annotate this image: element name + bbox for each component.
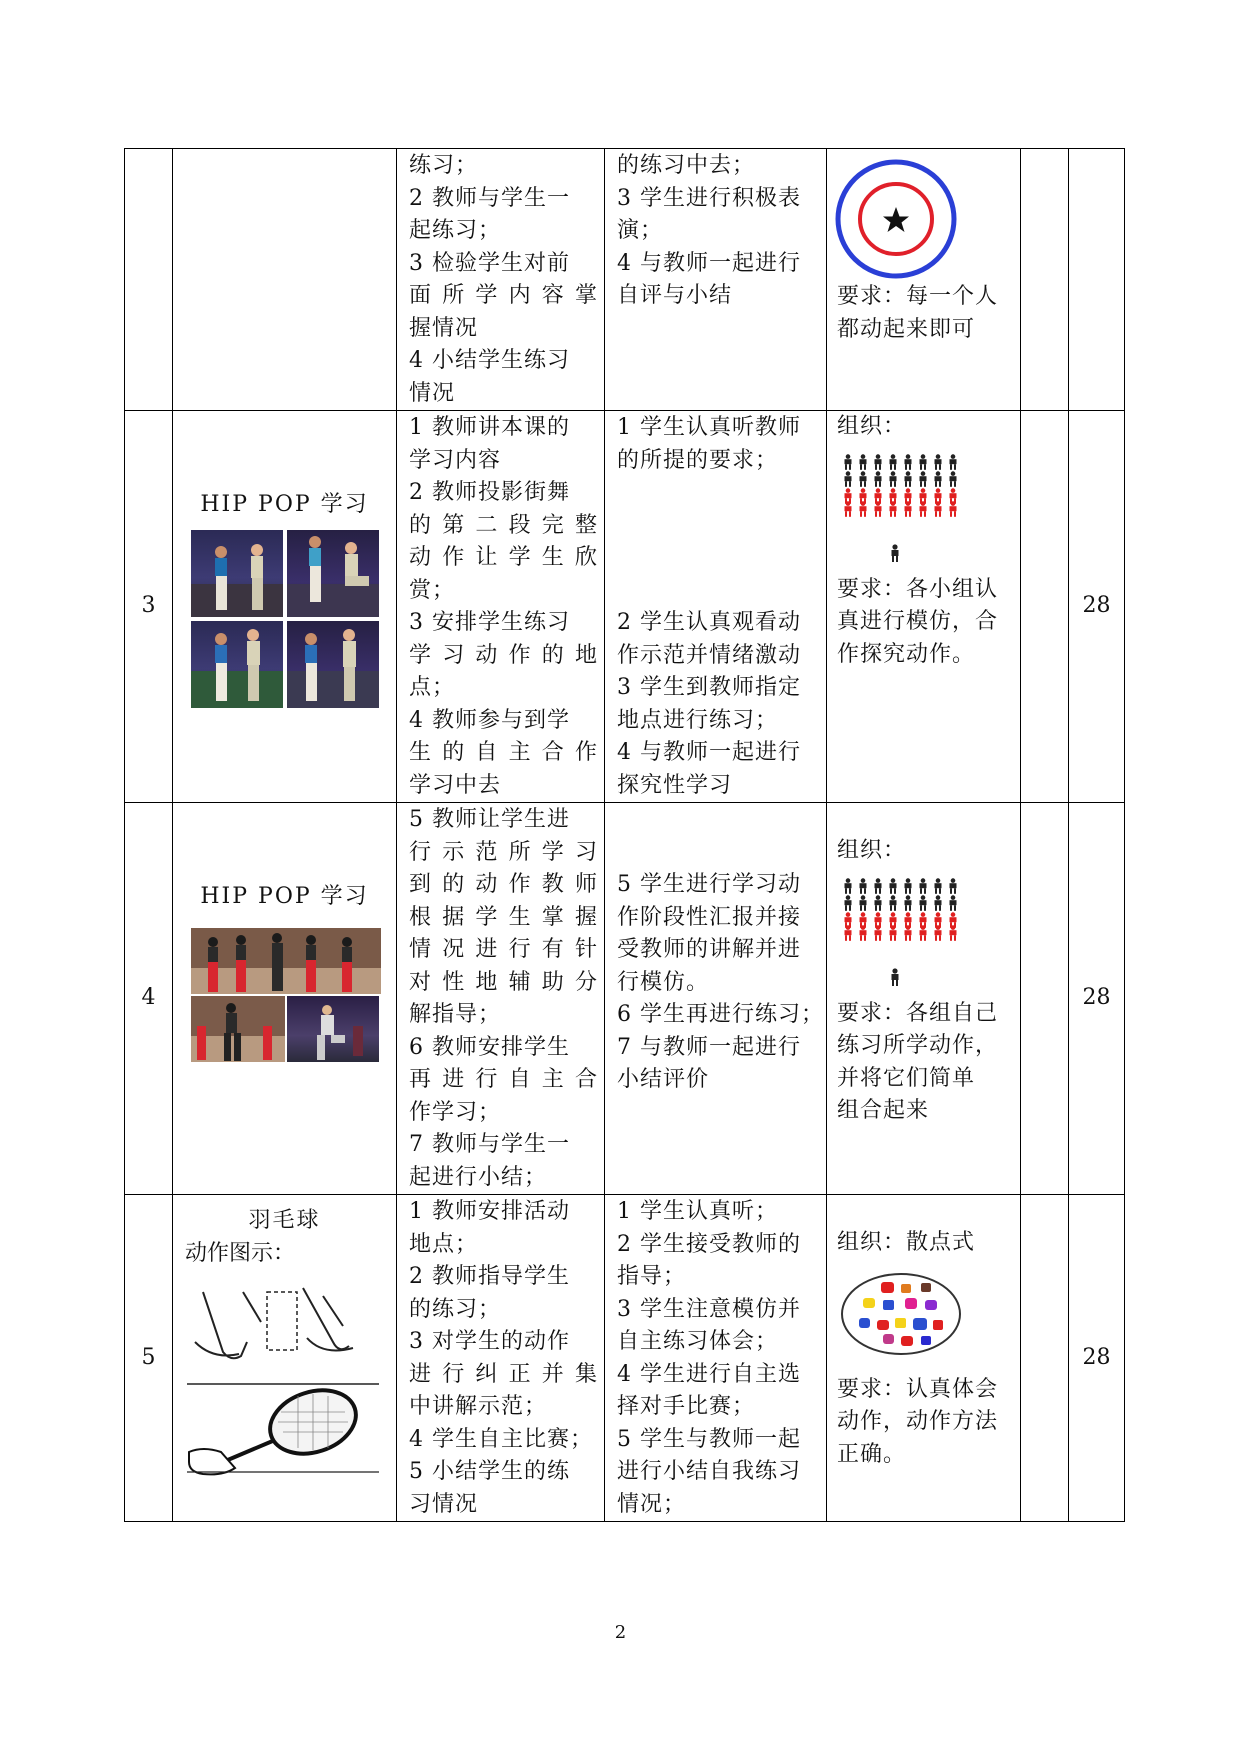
student-activity-cell bbox=[605, 1195, 827, 1522]
content-cell bbox=[173, 149, 397, 411]
student-line: 6 学生再进行练习； bbox=[617, 1002, 824, 1027]
content-cell bbox=[173, 411, 397, 803]
teacher-line: 4 学生自主比赛； bbox=[409, 1426, 593, 1452]
organization-cell bbox=[827, 149, 1021, 411]
student-figure-icon bbox=[858, 895, 868, 911]
student-line: 择对手比赛； bbox=[617, 1394, 756, 1419]
teacher-line: 对性地辅助分 bbox=[409, 969, 598, 995]
student-figure-icon bbox=[933, 501, 943, 517]
student-line: 探究性学习 bbox=[617, 772, 733, 798]
student-figure-icon bbox=[918, 454, 928, 470]
teacher-line: 1 教师讲本课的 bbox=[409, 415, 570, 440]
student-formation-diagram bbox=[843, 878, 1020, 942]
lesson-plan-table bbox=[124, 148, 1125, 1522]
formation-row bbox=[843, 895, 1020, 912]
content-title: HIP POP 学习 bbox=[200, 884, 369, 909]
student-figure-icon bbox=[858, 454, 868, 470]
student-line: 的练习中去； bbox=[617, 153, 756, 178]
content-title: HIP POP 学习 bbox=[200, 492, 369, 517]
student-figure-icon bbox=[918, 471, 928, 487]
student-figure-icon bbox=[888, 501, 898, 517]
requirement-line: 都动起来即可 bbox=[837, 316, 976, 342]
student-figure-icon bbox=[873, 925, 883, 941]
student-figure-icon bbox=[903, 501, 913, 517]
teacher-line: 根据学生掌握 bbox=[409, 904, 598, 930]
student-figure-icon bbox=[858, 471, 868, 487]
content-cell bbox=[173, 1195, 397, 1522]
student-figure-icon bbox=[903, 925, 913, 941]
student-figure-icon bbox=[888, 471, 898, 487]
requirement-line: 要求：认真体会 bbox=[837, 1376, 999, 1402]
teacher-line: 起进行小结； bbox=[409, 1164, 548, 1190]
teacher-line: 中讲解示范； bbox=[409, 1394, 548, 1419]
student-line: 3 学生到教师指定 bbox=[617, 675, 801, 700]
student-figure-icon bbox=[948, 454, 958, 470]
teacher-line: 作学习； bbox=[409, 1099, 502, 1125]
formation-row bbox=[843, 925, 1020, 942]
student-line: 指导； bbox=[617, 1264, 687, 1289]
teacher-line: 点； bbox=[409, 675, 456, 700]
student-figure-icon bbox=[918, 501, 928, 517]
requirement-line: 组合起来 bbox=[837, 1098, 930, 1123]
organization-label: 组织： bbox=[837, 838, 907, 863]
target-circle-diagram bbox=[835, 159, 1020, 279]
teacher-line: 3 检验学生对前 bbox=[409, 250, 570, 276]
student-figure-icon bbox=[948, 501, 958, 517]
student-figure-icon bbox=[858, 501, 868, 517]
student-figure-icon bbox=[903, 895, 913, 911]
blank-cell bbox=[1021, 149, 1069, 411]
student-activity-cell bbox=[605, 411, 827, 803]
student-figure-icon bbox=[933, 878, 943, 894]
student-figure-icon bbox=[903, 878, 913, 894]
student-line: 4 学生进行自主选 bbox=[617, 1361, 801, 1387]
teacher-figure-icon bbox=[889, 544, 1020, 562]
teacher-line: 握情况 bbox=[409, 315, 479, 341]
teacher-line: 面所学内容掌 bbox=[409, 283, 598, 308]
teacher-line: 3 安排学生练习 bbox=[409, 610, 570, 635]
row-number: 4 bbox=[125, 803, 173, 1195]
student-line bbox=[617, 510, 820, 543]
student-figure-icon bbox=[873, 501, 883, 517]
requirement-line: 动作，动作方法 bbox=[837, 1409, 999, 1434]
dance-photo bbox=[191, 996, 285, 1062]
content-cell bbox=[173, 803, 397, 1195]
requirement-line: 真进行模仿，合 bbox=[837, 609, 999, 634]
blank-cell bbox=[1021, 803, 1069, 1195]
dance-photo-grid bbox=[191, 530, 396, 708]
student-figure-icon bbox=[873, 454, 883, 470]
teacher-line: 学习中去 bbox=[409, 772, 502, 798]
student-line: 4 与教师一起进行 bbox=[617, 740, 801, 765]
student-line bbox=[617, 837, 820, 870]
student-line: 受教师的讲解并进 bbox=[617, 937, 802, 962]
student-figure-icon bbox=[858, 878, 868, 894]
teacher-line: 5 小结学生的练 bbox=[409, 1459, 570, 1484]
student-line: 自评与小结 bbox=[617, 283, 733, 308]
student-figure-icon bbox=[873, 878, 883, 894]
student-line: 5 学生进行学习动 bbox=[617, 872, 801, 897]
teacher-line: 7 教师与学生一 bbox=[409, 1132, 570, 1157]
content-title: 羽毛球 bbox=[248, 1208, 321, 1233]
row-number bbox=[125, 149, 173, 411]
teacher-line: 3 对学生的动作 bbox=[409, 1329, 570, 1354]
teacher-line: 学习内容 bbox=[409, 447, 502, 473]
teacher-line: 练习； bbox=[409, 153, 479, 178]
student-line bbox=[617, 575, 820, 608]
row-number: 5 bbox=[125, 1195, 173, 1522]
organization-label: 组织： bbox=[837, 414, 907, 439]
blank-cell bbox=[1021, 1195, 1069, 1522]
teacher-line: 1 教师安排活动 bbox=[409, 1199, 570, 1224]
teacher-line: 情况 bbox=[409, 380, 456, 406]
teacher-line: 地点； bbox=[409, 1231, 479, 1257]
student-line: 2 学生接受教师的 bbox=[617, 1231, 801, 1257]
student-line bbox=[617, 542, 820, 575]
organization-label: 组织：散点式 bbox=[837, 1230, 976, 1255]
student-line: 情况； bbox=[617, 1491, 687, 1517]
student-figure-icon bbox=[888, 878, 898, 894]
student-line: 2 学生认真观看动 bbox=[617, 610, 801, 635]
student-figure-icon bbox=[948, 925, 958, 941]
row-number: 3 bbox=[125, 411, 173, 803]
student-line: 地点进行练习； bbox=[617, 707, 779, 733]
student-figure-icon bbox=[918, 878, 928, 894]
student-figure-icon bbox=[858, 925, 868, 941]
teacher-line: 2 教师投影街舞 bbox=[409, 480, 570, 505]
teacher-activity-cell bbox=[397, 149, 605, 411]
dance-group-photo bbox=[191, 928, 381, 994]
teacher-line: 2 教师与学生一 bbox=[409, 185, 570, 211]
formation-row bbox=[843, 471, 1020, 488]
student-activity-cell bbox=[605, 149, 827, 411]
scattered-formation-diagram bbox=[839, 1270, 1020, 1358]
student-line: 1 学生认真听； bbox=[617, 1199, 778, 1224]
requirement-line: 作探究动作。 bbox=[837, 641, 976, 667]
time-cell: 28 bbox=[1069, 1195, 1125, 1522]
student-figure-icon bbox=[948, 471, 958, 487]
dance-photo-row bbox=[191, 996, 396, 1062]
page-number: 2 bbox=[614, 1622, 627, 1643]
organization-cell bbox=[827, 1195, 1021, 1522]
teacher-figure-icon bbox=[889, 968, 1020, 986]
student-figure-icon bbox=[918, 895, 928, 911]
dance-photo bbox=[287, 621, 379, 708]
student-line bbox=[617, 477, 820, 510]
student-figure-icon bbox=[903, 454, 913, 470]
student-line: 4 与教师一起进行 bbox=[617, 250, 801, 276]
badminton-grip-illustration bbox=[183, 1282, 396, 1366]
student-line: 作示范并情绪激动 bbox=[617, 642, 802, 668]
organization-cell bbox=[827, 803, 1021, 1195]
student-figure-icon bbox=[948, 895, 958, 911]
teacher-line: 4 教师参与到学 bbox=[409, 707, 570, 733]
student-line: 进行小结自我练习 bbox=[617, 1459, 802, 1484]
teacher-line: 生的自主合作 bbox=[409, 740, 598, 765]
student-line: 作阶段性汇报并接 bbox=[617, 904, 802, 930]
student-line: 自主练习体会； bbox=[617, 1329, 779, 1354]
dance-photo bbox=[191, 621, 283, 708]
formation-row bbox=[843, 501, 1020, 518]
requirement-line: 正确。 bbox=[837, 1441, 907, 1467]
student-figure-icon bbox=[843, 878, 853, 894]
student-figure-icon bbox=[888, 925, 898, 941]
student-figure-icon bbox=[873, 471, 883, 487]
organization-cell bbox=[827, 411, 1021, 803]
teacher-line: 赏； bbox=[409, 577, 456, 603]
student-line: 行模仿。 bbox=[617, 969, 710, 995]
formation-row bbox=[843, 878, 1020, 895]
student-formation-diagram bbox=[843, 454, 1020, 518]
teacher-line: 习情况 bbox=[409, 1491, 479, 1517]
teacher-line: 2 教师指导学生 bbox=[409, 1264, 570, 1289]
teacher-line: 学习动作的地 bbox=[409, 642, 598, 668]
student-figure-icon bbox=[873, 895, 883, 911]
student-figure-icon bbox=[933, 454, 943, 470]
table-row bbox=[125, 803, 1125, 1195]
student-line: 演； bbox=[617, 218, 664, 243]
teacher-line: 起练习； bbox=[409, 218, 502, 243]
time-cell bbox=[1069, 149, 1125, 411]
teacher-line: 6 教师安排学生 bbox=[409, 1034, 570, 1060]
teacher-line: 的练习； bbox=[409, 1296, 502, 1322]
requirement-line: 要求：各组自己 bbox=[837, 1000, 999, 1026]
student-line bbox=[617, 804, 820, 837]
teacher-line: 的第二段完整 bbox=[409, 512, 598, 538]
dance-photo bbox=[191, 530, 283, 617]
time-cell: 28 bbox=[1069, 803, 1125, 1195]
student-figure-icon bbox=[933, 471, 943, 487]
teacher-line: 进行纠正并集 bbox=[409, 1361, 598, 1387]
teacher-line: 情况进行有针 bbox=[409, 937, 598, 962]
student-line: 小结评价 bbox=[617, 1067, 710, 1092]
student-figure-icon bbox=[843, 471, 853, 487]
badminton-racket-illustration bbox=[183, 1382, 396, 1480]
teacher-line: 5 教师让学生进 bbox=[409, 807, 570, 832]
teacher-activity-cell bbox=[397, 411, 605, 803]
content-subtitle: 动作图示： bbox=[185, 1240, 296, 1266]
student-figure-icon bbox=[843, 454, 853, 470]
formation-row bbox=[843, 454, 1020, 471]
requirement-line: 要求：每一个人 bbox=[837, 284, 999, 309]
teacher-line: 解指导； bbox=[409, 1002, 502, 1027]
student-figure-icon bbox=[888, 454, 898, 470]
dance-photo bbox=[287, 530, 379, 617]
student-figure-icon bbox=[843, 895, 853, 911]
student-line: 1 学生认真听教师 bbox=[617, 415, 801, 440]
table-row bbox=[125, 411, 1125, 803]
table-row bbox=[125, 149, 1125, 411]
teacher-line: 动作让学生欣 bbox=[409, 545, 598, 570]
teacher-activity-cell bbox=[397, 1195, 605, 1522]
requirement-line: 并将它们简单 bbox=[837, 1065, 976, 1091]
teacher-line: 到的动作教师 bbox=[409, 872, 598, 897]
requirement-line: 要求：各小组认 bbox=[837, 576, 999, 602]
student-figure-icon bbox=[843, 501, 853, 517]
table-row bbox=[125, 1195, 1125, 1522]
time-cell: 28 bbox=[1069, 411, 1125, 803]
student-line: 3 学生注意模仿并 bbox=[617, 1296, 801, 1322]
student-line: 7 与教师一起进行 bbox=[617, 1034, 801, 1060]
requirement-line: 练习所学动作， bbox=[837, 1033, 999, 1058]
student-figure-icon bbox=[843, 925, 853, 941]
student-figure-icon bbox=[903, 471, 913, 487]
student-line: 3 学生进行积极表 bbox=[617, 185, 801, 211]
teacher-line: 再进行自主合 bbox=[409, 1067, 598, 1092]
dance-photo bbox=[287, 996, 379, 1062]
student-activity-cell bbox=[605, 803, 827, 1195]
teacher-line: 4 小结学生练习 bbox=[409, 348, 570, 373]
student-figure-icon bbox=[933, 925, 943, 941]
student-figure-icon bbox=[888, 895, 898, 911]
student-figure-icon bbox=[918, 925, 928, 941]
student-line: 5 学生与教师一起 bbox=[617, 1426, 801, 1452]
student-line: 的所提的要求； bbox=[617, 447, 779, 473]
student-figure-icon bbox=[948, 878, 958, 894]
student-figure-icon bbox=[933, 895, 943, 911]
blank-cell bbox=[1021, 411, 1069, 803]
teacher-activity-cell bbox=[397, 803, 605, 1195]
teacher-line: 行示范所学习 bbox=[409, 839, 598, 865]
